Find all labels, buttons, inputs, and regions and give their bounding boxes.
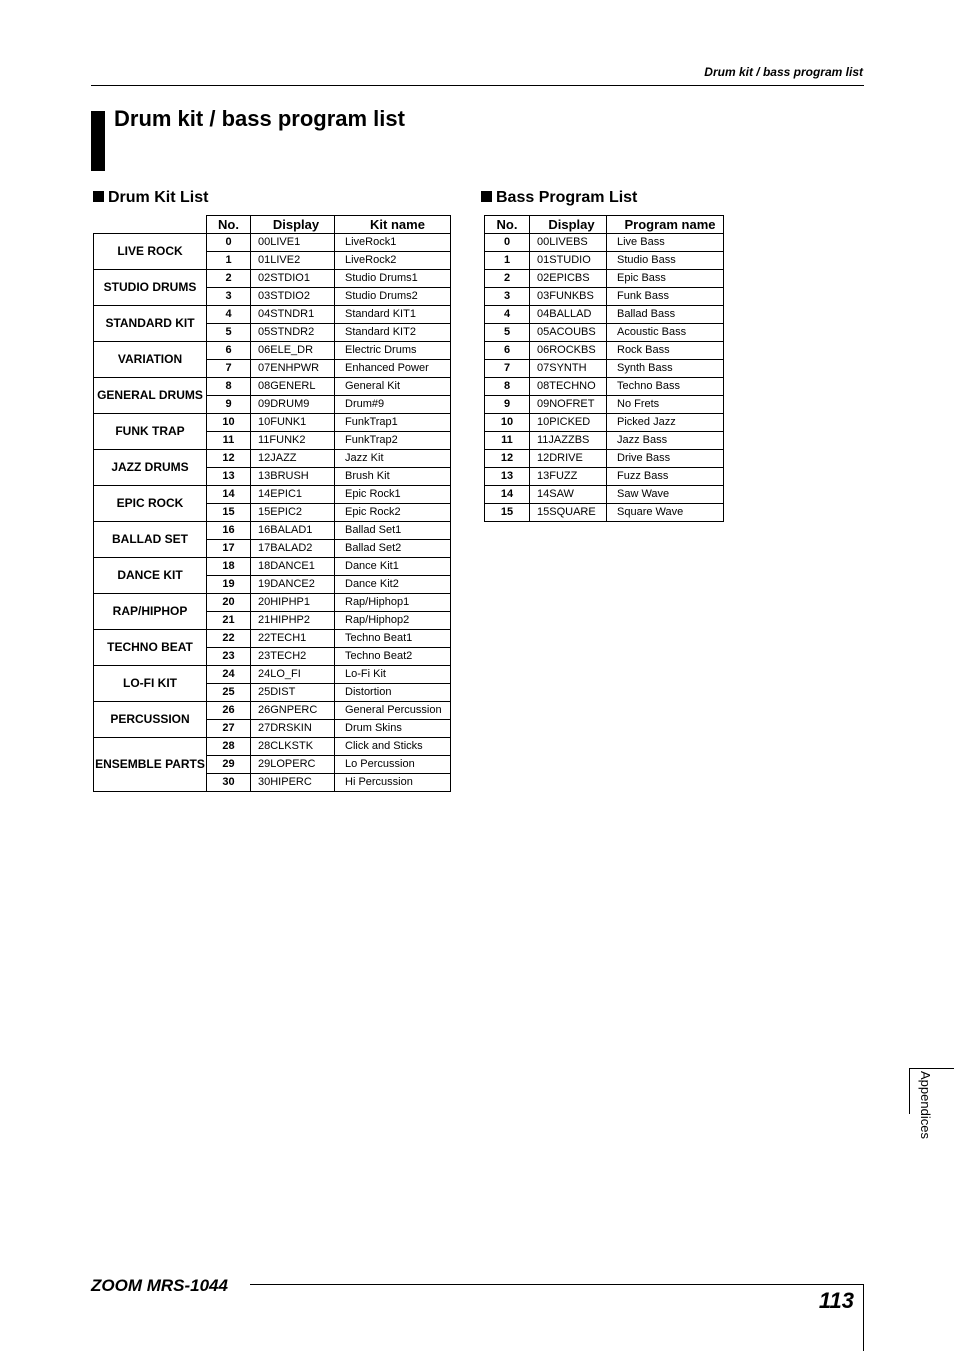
bass-program-table-header-row <box>485 216 724 234</box>
display-cell: 09DRUM9 <box>251 396 335 414</box>
page-title: Drum kit / bass program list <box>114 106 405 131</box>
number-cell: 15 <box>485 504 530 522</box>
kit-group-header <box>94 216 207 234</box>
number-cell: 14 <box>207 486 251 504</box>
kit-name-cell: Standard KIT2 <box>335 324 451 342</box>
table-row <box>94 414 451 432</box>
table-row <box>485 468 724 486</box>
display-cell: 10FUNK1 <box>251 414 335 432</box>
program-name-cell: Synth Bass <box>607 360 724 378</box>
kit-name-cell: Hi Percussion <box>335 774 451 792</box>
display-cell: 01LIVE2 <box>251 252 335 270</box>
header-rule <box>91 85 864 86</box>
number-cell: 0 <box>207 234 251 252</box>
number-cell: 27 <box>207 720 251 738</box>
kit-group-cell: TECHNO BEAT <box>94 630 207 666</box>
table-row <box>485 378 724 396</box>
display-cell: 17BALAD2 <box>251 540 335 558</box>
number-cell: 13 <box>207 468 251 486</box>
number-cell: 8 <box>207 378 251 396</box>
kit-group-cell: STANDARD KIT <box>94 306 207 342</box>
kit-name-cell: Rap/Hiphop2 <box>335 612 451 630</box>
table-row <box>485 342 724 360</box>
number-cell: 5 <box>207 324 251 342</box>
table-row <box>94 306 451 324</box>
number-cell: 22 <box>207 630 251 648</box>
table-row <box>94 702 451 720</box>
number-cell: 24 <box>207 666 251 684</box>
number-cell: 6 <box>485 342 530 360</box>
number-cell: 7 <box>485 360 530 378</box>
table-row <box>94 450 451 468</box>
program-name-cell: Live Bass <box>607 234 724 252</box>
table-row <box>485 414 724 432</box>
display-cell: 11FUNK2 <box>251 432 335 450</box>
number-cell: 9 <box>485 396 530 414</box>
number-cell: 17 <box>207 540 251 558</box>
table-row <box>485 396 724 414</box>
drum-kit-table-header-row <box>94 216 451 234</box>
number-cell: 10 <box>485 414 530 432</box>
kit-group-cell: ENSEMBLE PARTS <box>94 738 207 792</box>
page-number: 113 <box>818 1288 854 1313</box>
kit-name-cell: Dance Kit1 <box>335 558 451 576</box>
kit-name-cell: Dance Kit2 <box>335 576 451 594</box>
kit-name-cell: Electric Drums <box>335 342 451 360</box>
number-cell: 21 <box>207 612 251 630</box>
display-cell: 13FUZZ <box>530 468 607 486</box>
table-row <box>94 666 451 684</box>
display-cell: 12DRIVE <box>530 450 607 468</box>
display-cell: 26GNPERC <box>251 702 335 720</box>
number-cell: 2 <box>207 270 251 288</box>
display-cell: 06ROCKBS <box>530 342 607 360</box>
bass-program-list-heading <box>481 189 637 207</box>
program-name-cell: Picked Jazz <box>607 414 724 432</box>
number-cell: 6 <box>207 342 251 360</box>
table-row <box>94 486 451 504</box>
number-cell: 4 <box>485 306 530 324</box>
number-cell: 3 <box>207 288 251 306</box>
display-column-header: Display <box>251 216 335 234</box>
kit-group-cell: DANCE KIT <box>94 558 207 594</box>
table-row <box>94 522 451 540</box>
kit-group-cell: LO-FI KIT <box>94 666 207 702</box>
no-column-header: No. <box>485 216 530 234</box>
display-cell: 00LIVEBS <box>530 234 607 252</box>
display-cell: 01STUDIO <box>530 252 607 270</box>
display-cell: 25DIST <box>251 684 335 702</box>
table-row <box>94 378 451 396</box>
no-column-header: No. <box>207 216 251 234</box>
display-cell: 07ENHPWR <box>251 360 335 378</box>
display-cell: 28CLKSTK <box>251 738 335 756</box>
display-cell: 02EPICBS <box>530 270 607 288</box>
number-cell: 1 <box>207 252 251 270</box>
kit-name-cell: Techno Beat2 <box>335 648 451 666</box>
kit-name-cell: Studio Drums1 <box>335 270 451 288</box>
display-cell: 03STDIO2 <box>251 288 335 306</box>
program-name-cell: Techno Bass <box>607 378 724 396</box>
display-cell: 13BRUSH <box>251 468 335 486</box>
table-row <box>485 504 724 522</box>
display-cell: 18DANCE1 <box>251 558 335 576</box>
kit-name-cell: Enhanced Power <box>335 360 451 378</box>
display-cell: 07SYNTH <box>530 360 607 378</box>
number-cell: 0 <box>485 234 530 252</box>
display-cell: 30HIPERC <box>251 774 335 792</box>
number-cell: 23 <box>207 648 251 666</box>
kit-name-cell: Drum Skins <box>335 720 451 738</box>
kit-name-cell: LiveRock1 <box>335 234 451 252</box>
kit-group-cell: JAZZ DRUMS <box>94 450 207 486</box>
kit-name-cell: Brush Kit <box>335 468 451 486</box>
square-bullet-icon <box>93 191 104 202</box>
display-cell: 24LO_FI <box>251 666 335 684</box>
display-cell: 21HIPHP2 <box>251 612 335 630</box>
number-cell: 10 <box>207 414 251 432</box>
number-cell: 16 <box>207 522 251 540</box>
program-name-cell: Fuzz Bass <box>607 468 724 486</box>
number-cell: 11 <box>207 432 251 450</box>
program-name-cell: Jazz Bass <box>607 432 724 450</box>
number-cell: 29 <box>207 756 251 774</box>
number-cell: 8 <box>485 378 530 396</box>
display-cell: 08GENERL <box>251 378 335 396</box>
display-cell: 05ACOUBS <box>530 324 607 342</box>
program-name-cell: Funk Bass <box>607 288 724 306</box>
table-row <box>485 234 724 252</box>
display-cell: 14EPIC1 <box>251 486 335 504</box>
table-row <box>485 324 724 342</box>
display-cell: 19DANCE2 <box>251 576 335 594</box>
number-cell: 9 <box>207 396 251 414</box>
kit-group-cell: GENERAL DRUMS <box>94 378 207 414</box>
title-bar <box>91 111 105 171</box>
program-name-cell: Ballad Bass <box>607 306 724 324</box>
kit-name-cell: Lo Percussion <box>335 756 451 774</box>
number-cell: 30 <box>207 774 251 792</box>
kit-group-cell: VARIATION <box>94 342 207 378</box>
program-name-cell: Rock Bass <box>607 342 724 360</box>
display-cell: 23TECH2 <box>251 648 335 666</box>
number-cell: 1 <box>485 252 530 270</box>
table-row <box>485 486 724 504</box>
kit-group-cell: LIVE ROCK <box>94 234 207 270</box>
kit-group-cell: RAP/HIPHOP <box>94 594 207 630</box>
footer-rule <box>250 1284 864 1285</box>
table-row <box>94 630 451 648</box>
number-cell: 5 <box>485 324 530 342</box>
table-row <box>485 450 724 468</box>
kit-group-cell: EPIC ROCK <box>94 486 207 522</box>
display-cell: 16BALAD1 <box>251 522 335 540</box>
display-cell: 05STNDR2 <box>251 324 335 342</box>
drum-kit-table-body <box>94 234 451 792</box>
display-cell: 04BALLAD <box>530 306 607 324</box>
table-row <box>485 288 724 306</box>
kit-name-cell: Drum#9 <box>335 396 451 414</box>
display-cell: 14SAW <box>530 486 607 504</box>
bass-program-list-heading-text: Bass Program List <box>496 189 638 206</box>
program-name-cell: No Frets <box>607 396 724 414</box>
number-cell: 28 <box>207 738 251 756</box>
kit-name-cell: FunkTrap1 <box>335 414 451 432</box>
number-cell: 12 <box>207 450 251 468</box>
table-row <box>485 252 724 270</box>
kit-name-cell: Ballad Set1 <box>335 522 451 540</box>
number-cell: 7 <box>207 360 251 378</box>
number-cell: 3 <box>485 288 530 306</box>
side-tab-label: Appendices <box>918 1071 933 1139</box>
number-cell: 4 <box>207 306 251 324</box>
display-cell: 00LIVE1 <box>251 234 335 252</box>
table-row <box>94 594 451 612</box>
kit-name-column-header: Kit name <box>335 216 451 234</box>
kit-group-cell: PERCUSSION <box>94 702 207 738</box>
program-name-cell: Epic Bass <box>607 270 724 288</box>
kit-group-cell: BALLAD SET <box>94 522 207 558</box>
number-cell: 26 <box>207 702 251 720</box>
display-cell: 02STDIO1 <box>251 270 335 288</box>
drum-kit-list-heading-text: Drum Kit List <box>108 189 209 206</box>
number-cell: 15 <box>207 504 251 522</box>
display-cell: 12JAZZ <box>251 450 335 468</box>
display-cell: 04STNDR1 <box>251 306 335 324</box>
program-name-cell: Drive Bass <box>607 450 724 468</box>
number-cell: 25 <box>207 684 251 702</box>
number-cell: 11 <box>485 432 530 450</box>
footer-vertical-rule <box>863 1284 864 1351</box>
program-name-cell: Acoustic Bass <box>607 324 724 342</box>
kit-name-cell: Epic Rock2 <box>335 504 451 522</box>
drum-kit-list-heading <box>93 189 208 207</box>
bass-program-table <box>484 215 724 522</box>
kit-name-cell: LiveRock2 <box>335 252 451 270</box>
kit-name-cell: General Kit <box>335 378 451 396</box>
kit-name-cell: Standard KIT1 <box>335 306 451 324</box>
table-row <box>485 432 724 450</box>
display-cell: 10PICKED <box>530 414 607 432</box>
footer-brand: ZOOM MRS-1044 <box>91 1276 228 1295</box>
kit-name-cell: Lo-Fi Kit <box>335 666 451 684</box>
program-name-cell: Square Wave <box>607 504 724 522</box>
display-cell: 09NOFRET <box>530 396 607 414</box>
display-cell: 08TECHNO <box>530 378 607 396</box>
program-name-column-header: Program name <box>607 216 724 234</box>
display-column-header: Display <box>530 216 607 234</box>
display-cell: 03FUNKBS <box>530 288 607 306</box>
kit-name-cell: General Percussion <box>335 702 451 720</box>
kit-name-cell: Techno Beat1 <box>335 630 451 648</box>
running-head: Drum kit / bass program list <box>704 65 863 79</box>
display-cell: 27DRSKIN <box>251 720 335 738</box>
table-row <box>94 558 451 576</box>
display-cell: 06ELE_DR <box>251 342 335 360</box>
kit-group-cell: FUNK TRAP <box>94 414 207 450</box>
number-cell: 2 <box>485 270 530 288</box>
program-name-cell: Saw Wave <box>607 486 724 504</box>
table-row <box>94 234 451 252</box>
kit-name-cell: FunkTrap2 <box>335 432 451 450</box>
table-row <box>94 270 451 288</box>
kit-name-cell: Ballad Set2 <box>335 540 451 558</box>
number-cell: 20 <box>207 594 251 612</box>
kit-name-cell: Rap/Hiphop1 <box>335 594 451 612</box>
kit-name-cell: Jazz Kit <box>335 450 451 468</box>
number-cell: 18 <box>207 558 251 576</box>
display-cell: 15SQUARE <box>530 504 607 522</box>
number-cell: 14 <box>485 486 530 504</box>
bass-program-table-body <box>485 234 724 522</box>
number-cell: 12 <box>485 450 530 468</box>
number-cell: 13 <box>485 468 530 486</box>
table-row <box>485 270 724 288</box>
table-row <box>485 306 724 324</box>
display-cell: 22TECH1 <box>251 630 335 648</box>
table-row <box>485 360 724 378</box>
square-bullet-icon <box>481 191 492 202</box>
kit-name-cell: Click and Sticks <box>335 738 451 756</box>
drum-kit-table <box>93 215 451 792</box>
kit-name-cell: Epic Rock1 <box>335 486 451 504</box>
program-name-cell: Studio Bass <box>607 252 724 270</box>
kit-name-cell: Studio Drums2 <box>335 288 451 306</box>
number-cell: 19 <box>207 576 251 594</box>
display-cell: 29LOPERC <box>251 756 335 774</box>
display-cell: 11JAZZBS <box>530 432 607 450</box>
kit-name-cell: Distortion <box>335 684 451 702</box>
table-row <box>94 342 451 360</box>
display-cell: 15EPIC2 <box>251 504 335 522</box>
table-row <box>94 738 451 756</box>
kit-group-cell: STUDIO DRUMS <box>94 270 207 306</box>
display-cell: 20HIPHP1 <box>251 594 335 612</box>
